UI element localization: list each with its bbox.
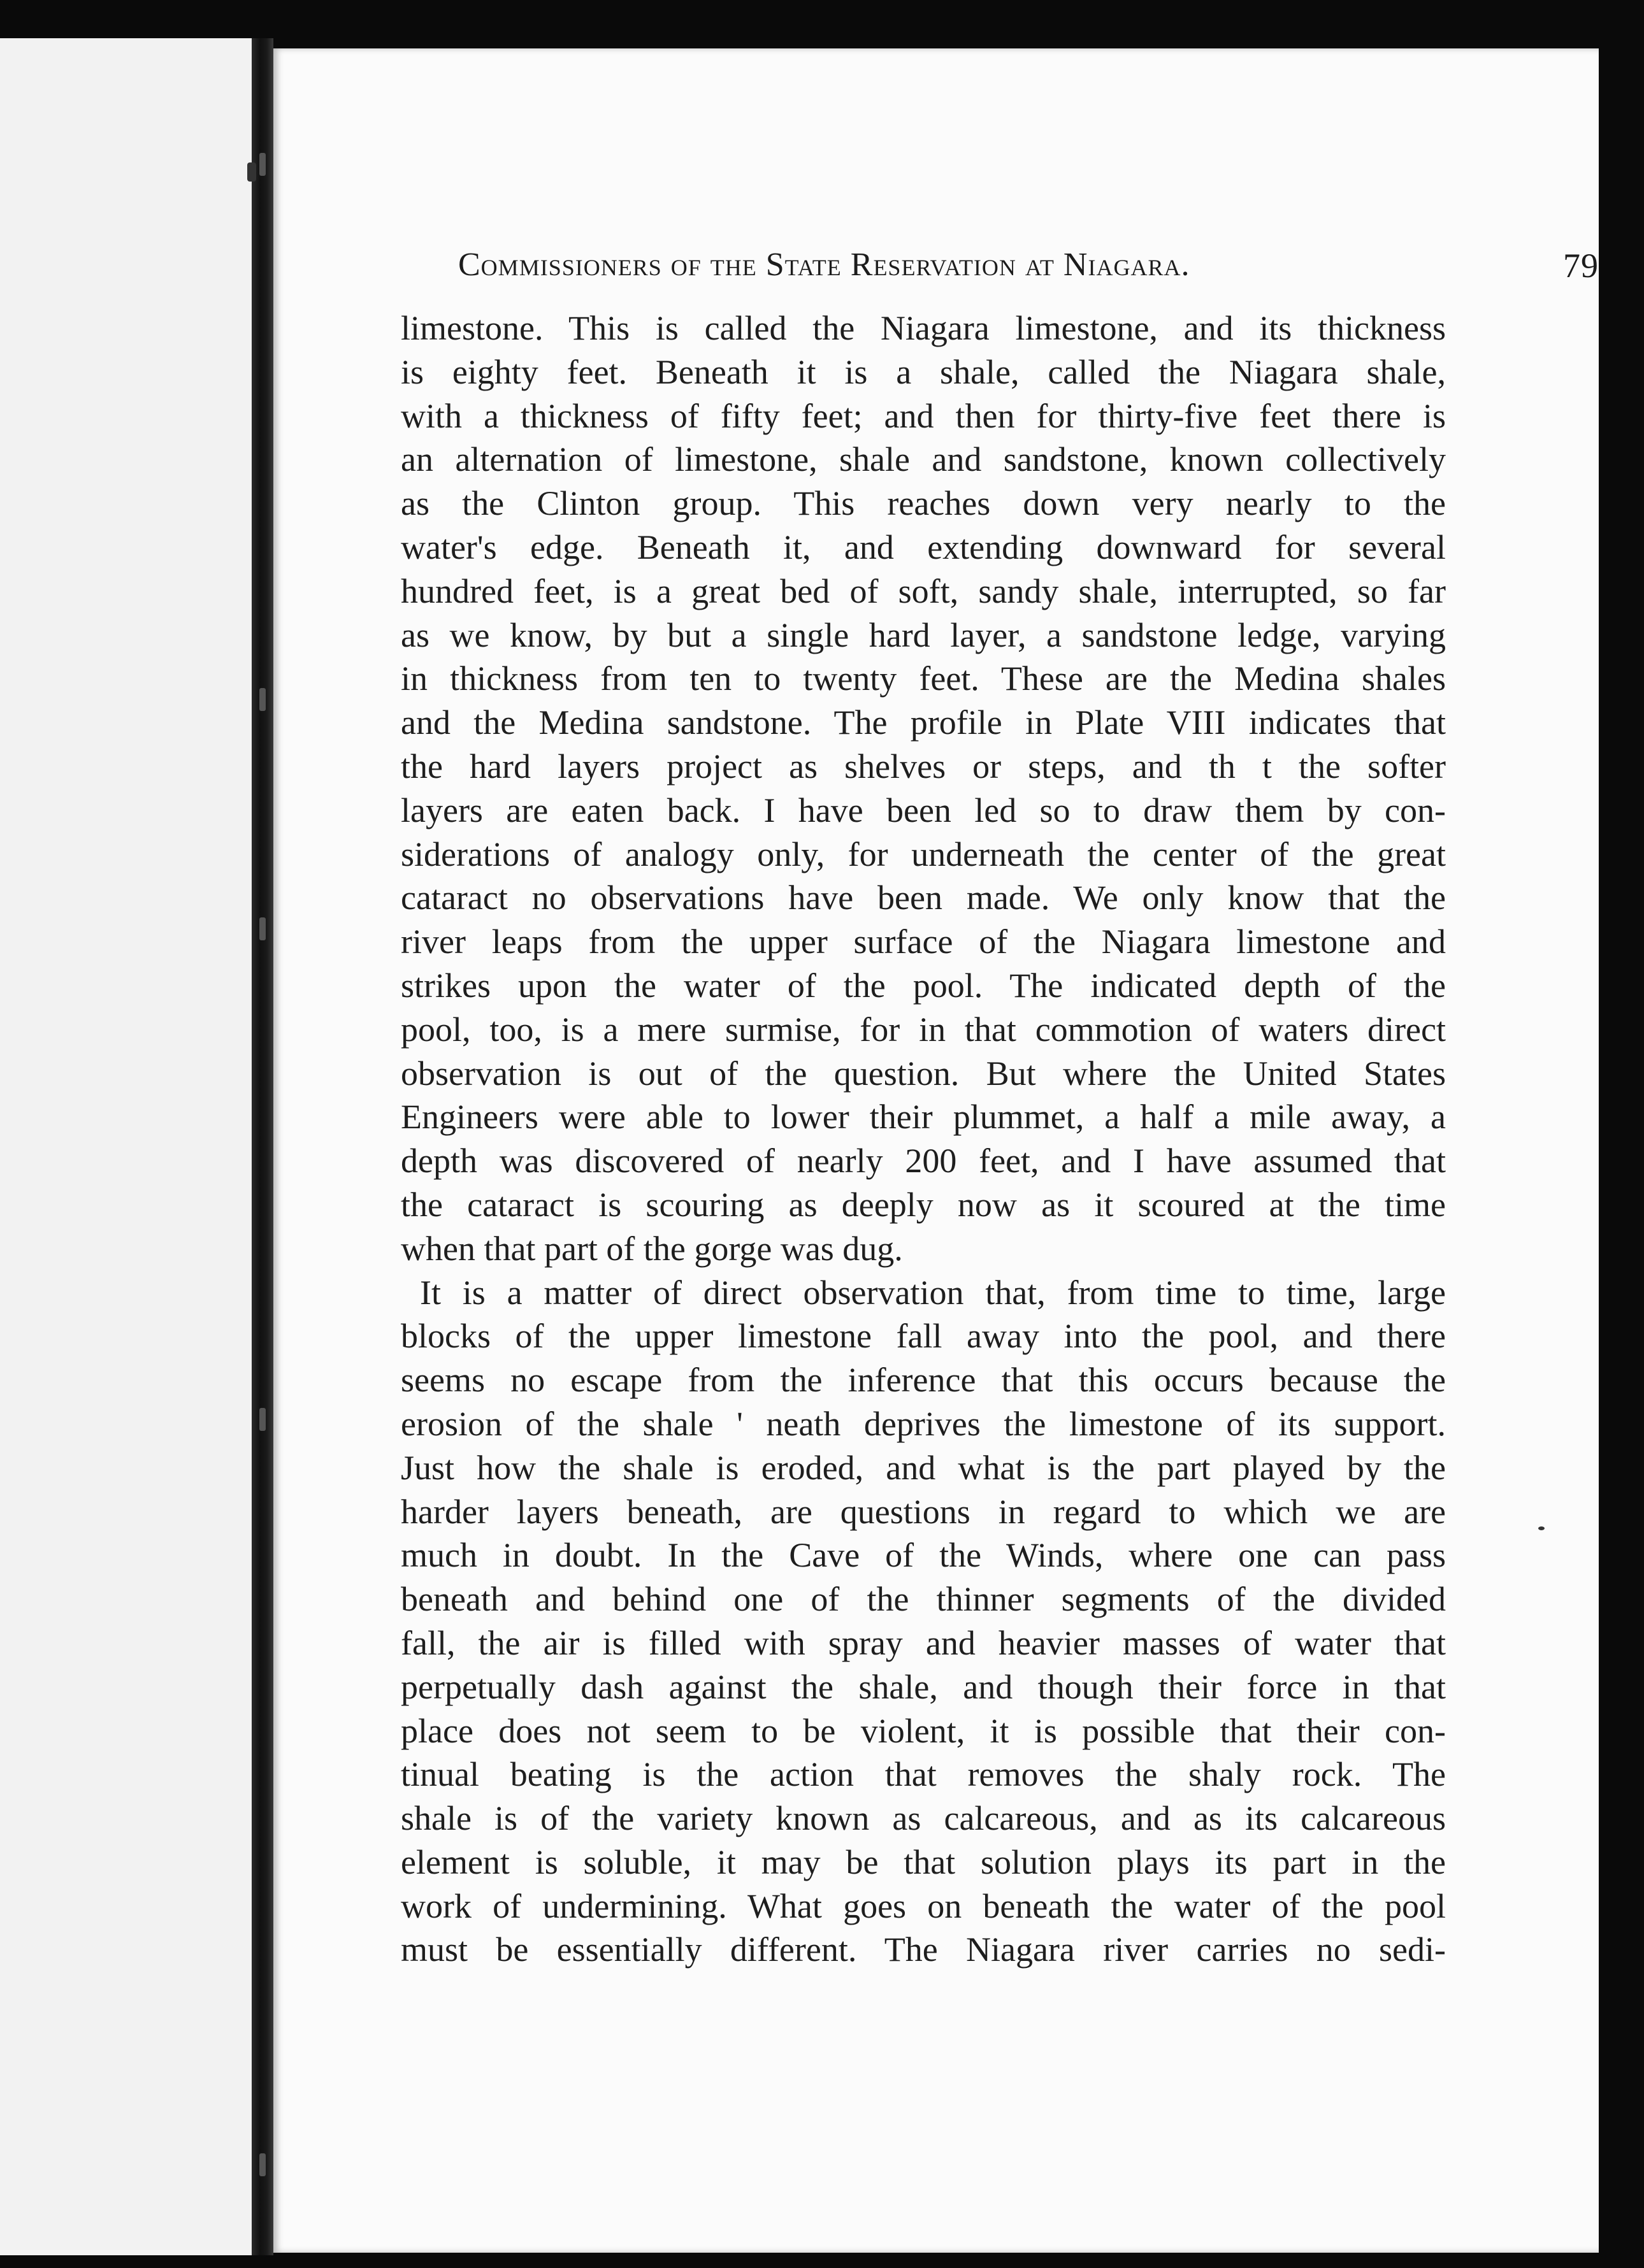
document-page — [273, 48, 1599, 2253]
text-line: observation is out of the question. But where the United States — [401, 1054, 1446, 1093]
text-line: pool, too, is a mere surmise, for in that commotion of waters direct — [401, 1010, 1446, 1049]
text-line: is eighty feet. Beneath it is a shale, called the Niagara shale, — [401, 352, 1446, 391]
text-line: It is a matter of direct observation that, from time to time, large — [420, 1273, 1446, 1312]
text-line: cataract no observations have been made. We only know that the — [401, 879, 1446, 917]
text-line: layers are eaten back. I have been led so to draw them by con- — [401, 791, 1446, 829]
text-line: with a thickness of fifty feet; and then for thirty-five feet there is — [401, 396, 1446, 435]
text-line: siderations of analogy only, for underneath the center of the great — [401, 835, 1446, 873]
text-line: seems no escape from the inference that this occurs because the — [401, 1361, 1446, 1400]
text-line: erosion of the shale ' neath deprives the limestone of its support. — [401, 1404, 1446, 1443]
text-line: element is soluble, it may be that solution plays its part in the — [401, 1842, 1446, 1881]
text-line: fall, the air is filled with spray and heavier masses of water that — [401, 1623, 1446, 1662]
text-line: must be essentially different. The Niagara river carries no sedi- — [401, 1930, 1446, 1969]
text-line: an alternation of limestone, shale and sandstone, known collectively — [401, 440, 1446, 479]
text-line: perpetually dash against the shale, and though their force in that — [401, 1667, 1446, 1706]
body-text — [401, 306, 1446, 1972]
page-header — [458, 246, 1599, 297]
text-line: as the Clinton group. This reaches down very nearly to the — [401, 484, 1446, 523]
text-line: much in doubt. In the Cave of the Winds, where one can pass — [401, 1536, 1446, 1575]
text-line: when that part of the gorge was dug. — [401, 1229, 903, 1268]
text-line: river leaps from the upper surface of the Niagara limestone and — [401, 922, 1446, 961]
running-head: Commissioners of the State Reservation at Niagara. — [458, 247, 1190, 283]
text-line: work of undermining. What goes on beneath the water of the pool — [401, 1886, 1446, 1925]
text-line: the hard layers project as shelves or steps, and th t the softer — [401, 747, 1446, 786]
text-line: in thickness from ten to twenty feet. These are the Medina shales — [401, 659, 1446, 698]
text-line: tinual beating is the action that removes the shaly rock. The — [401, 1755, 1446, 1794]
text-line: limestone. This is called the Niagara limestone, and its thickness — [401, 309, 1446, 347]
scan-speck — [1538, 1526, 1545, 1530]
text-line: depth was discovered of nearly 200 feet, and I have assumed that — [401, 1142, 1446, 1181]
text-line: the cataract is scouring as deeply now as it scoured at the time — [401, 1185, 1446, 1224]
text-line: harder layers beneath, are questions in regard to which we are — [401, 1492, 1446, 1531]
book-binding — [252, 38, 273, 2255]
scan-speck — [247, 162, 256, 182]
text-line: hundred feet, is a great bed of soft, sandy shale, interrupted, so far — [401, 571, 1446, 610]
page-number: 79 — [1563, 247, 1599, 285]
text-line: shale is of the variety known as calcareous, and as its calcareous — [401, 1799, 1446, 1838]
text-line: strikes upon the water of the pool. The indicated depth of the — [401, 966, 1446, 1005]
binding-stitch — [259, 2153, 266, 2176]
text-line: Engineers were able to lower their plummet, a half a mile away, a — [401, 1098, 1446, 1137]
binding-stitch — [259, 917, 266, 940]
text-line: beneath and behind one of the thinner segments of the divided — [401, 1580, 1446, 1619]
binding-stitch — [259, 153, 266, 176]
binding-stitch — [259, 688, 266, 711]
text-line: water's edge. Beneath it, and extending downward for several — [401, 528, 1446, 566]
binding-stitch — [259, 1408, 266, 1431]
text-line: blocks of the upper limestone fall away into the pool, and there — [401, 1317, 1446, 1356]
text-line: Just how the shale is eroded, and what is the part played by the — [401, 1448, 1446, 1487]
text-line: and the Medina sandstone. The profile in Plate VIII indicates that — [401, 703, 1446, 742]
text-line: as we know, by but a single hard layer, a sandstone ledge, varying — [401, 615, 1446, 654]
text-line: place does not seem to be violent, it is possible that their con- — [401, 1711, 1446, 1750]
facing-page-edge — [0, 38, 254, 2255]
